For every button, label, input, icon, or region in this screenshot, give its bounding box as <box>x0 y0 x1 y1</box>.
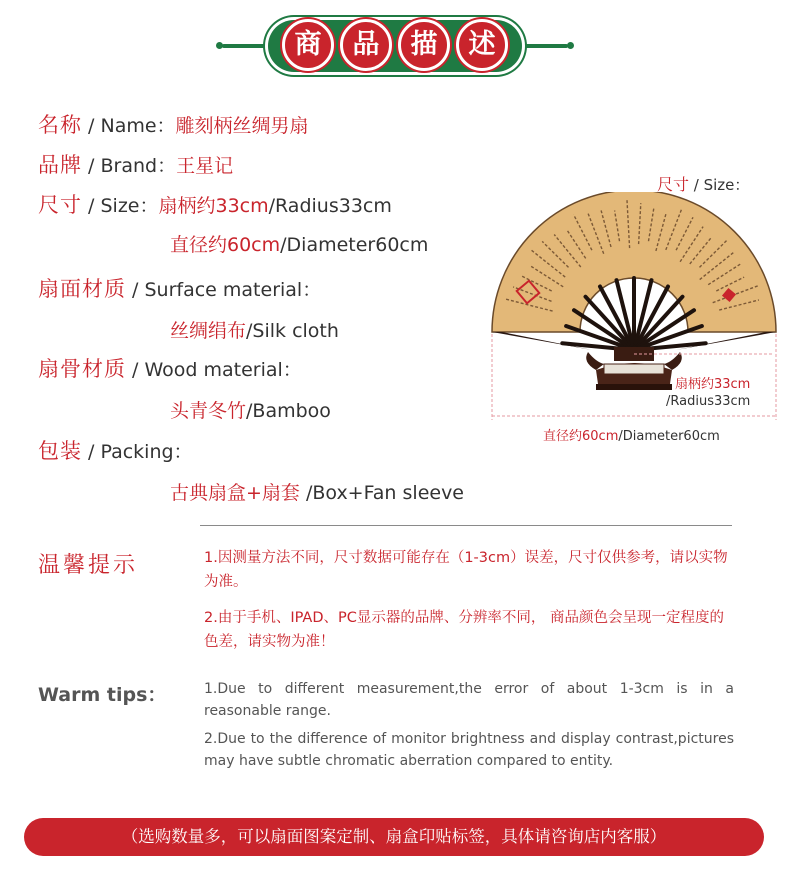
spec-wood-value-zh: 头青冬竹 <box>170 400 247 422</box>
spec-wood-value-en: /Bamboo <box>246 400 331 422</box>
diagram-size-label-en: / Size： <box>689 176 750 194</box>
diagram-size-label-zh: 尺寸 <box>657 175 690 194</box>
spec-packing-label-zh: 包装 <box>38 439 82 463</box>
spec-surface-label-en: / Surface material： <box>126 279 322 301</box>
tip-zh-2: 2.由于手机、IPAD、PC显示器的品牌、分辨率不同， 商品颜色会呈现一定程度的色差，请实物为准！ <box>204 610 724 650</box>
diagram-radius-zh: 扇柄约33cm <box>674 377 751 392</box>
spec-surface-value-zh: 丝绸绢布 <box>170 320 247 342</box>
spec-name-value: 雕刻柄丝绸男扇 <box>175 115 309 137</box>
spec-packing-row <box>38 438 193 465</box>
tip-en-2: 2.Due to the difference of monitor brightness and display contrast,pictures may have subtle chromatic aberration compared to entity. <box>204 731 734 769</box>
diagram-diameter-zh: 直径约60cm <box>543 429 619 444</box>
spec-size-value2-en: /Diameter60cm <box>280 234 429 256</box>
title-char-3: 描 <box>398 19 450 71</box>
spec-size-value2-zh: 直径约60cm <box>170 234 281 256</box>
spec-brand-row <box>38 152 233 179</box>
spec-packing-value-en: /Box+Fan sleeve <box>299 482 465 504</box>
spec-wood-label-en: / Wood material： <box>126 359 302 381</box>
spec-packing-value-row <box>170 480 464 506</box>
spec-name-row <box>38 112 309 139</box>
spec-surface-value-row <box>170 318 339 344</box>
spec-surface-label-zh: 扇面材质 <box>38 277 126 301</box>
spec-brand-label-zh: 品牌 <box>38 153 82 177</box>
diagram-radius-label <box>666 376 750 410</box>
diagram-diameter-label <box>543 428 720 445</box>
spec-name-label-en: / Name： <box>82 115 176 137</box>
tip-en-1: 1.Due to different measurement,the error of about 1-3cm is in a reasonable range. <box>204 681 734 719</box>
spec-size-value1-en: /Radius33cm <box>268 195 392 217</box>
footer-banner: （选购数量多，可以扇面图案定制、扇盒印贴标签，具体请咨询店内客服） <box>24 818 764 856</box>
spec-surface-row <box>38 276 321 303</box>
title-char-4: 述 <box>456 19 508 71</box>
header-line-right <box>514 44 568 48</box>
spec-packing-value-zh: 古典扇盒+扇套 <box>170 482 300 504</box>
section-divider <box>200 525 732 526</box>
tips-label-zh: 温馨提示 <box>38 553 139 578</box>
spec-surface-value-en: /Silk cloth <box>246 320 339 342</box>
fan-guard-right <box>676 332 776 350</box>
spec-size-row-2 <box>170 232 428 258</box>
title-char-2: 品 <box>340 19 392 71</box>
spec-wood-label-zh: 扇骨材质 <box>38 357 126 381</box>
tips-label-en: Warm tips： <box>38 684 167 706</box>
spec-size-label-en: / Size： <box>82 195 159 217</box>
header-dot-right <box>567 42 574 49</box>
spec-size-label-zh: 尺寸 <box>38 193 82 217</box>
spec-packing-label-en: / Packing： <box>82 441 193 463</box>
spec-name-label-zh: 名称 <box>38 113 82 137</box>
header-dot-left <box>216 42 223 49</box>
title-char-1: 商 <box>282 19 334 71</box>
spec-size-row <box>38 192 392 219</box>
tip-zh-1: 1.因测量方法不同，尺寸数据可能存在（1-3cm）误差，尺寸仅供参考，请以实物为准。 <box>204 550 728 590</box>
section-header <box>0 0 790 90</box>
fan-guard-left <box>492 332 592 350</box>
spec-brand-label-en: / Brand： <box>82 155 177 177</box>
spec-size-value1-zh: 扇柄约33cm <box>158 195 269 217</box>
diagram-diameter-en: /Diameter60cm <box>618 429 720 444</box>
diagram-radius-en: /Radius33cm <box>666 394 751 409</box>
spec-brand-value: 王星记 <box>176 155 234 177</box>
spec-wood-row <box>38 356 302 383</box>
spec-wood-value-row <box>170 398 331 424</box>
